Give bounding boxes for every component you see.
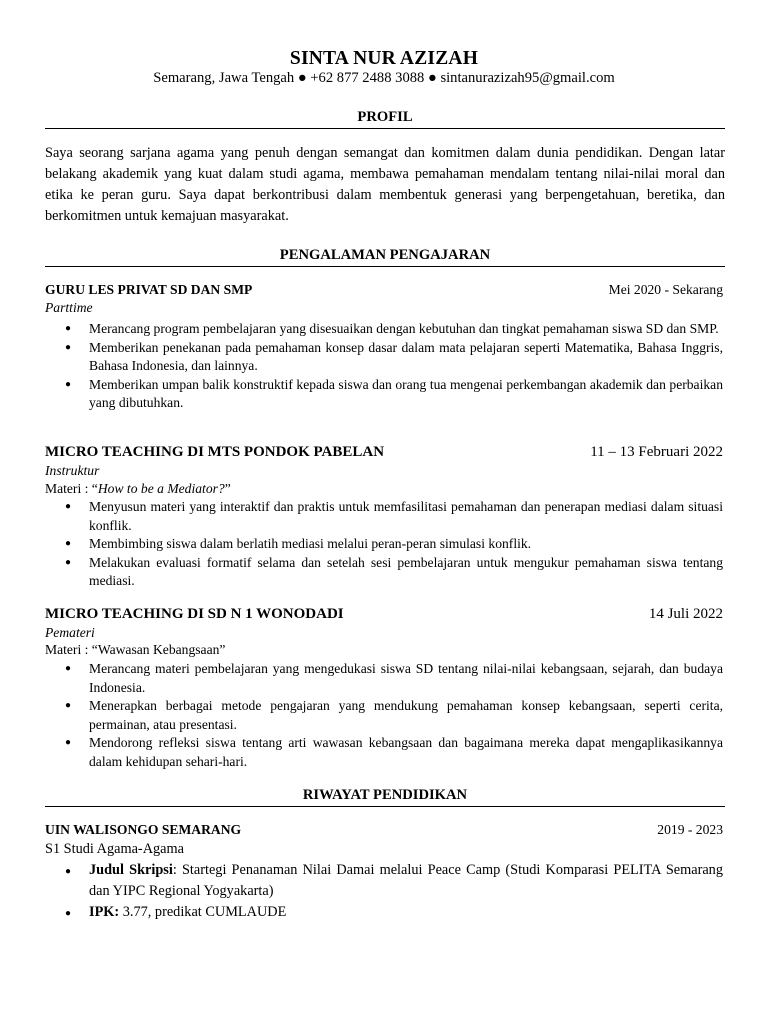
list-item: ● Memberikan penekanan pada pemahaman konsep dasar dalam mata pelajaran seperti Matematika, Bahasa Inggris, Bahasa Indonesia, dan lainnya.: [45, 339, 723, 376]
job-date: 14 Juli 2022: [648, 606, 723, 622]
job-title: MICRO TEACHING DI MTS PONDOK PABELAN: [45, 444, 385, 460]
job-title: GURU LES PRIVAT SD DAN SMP: [45, 282, 253, 297]
job-materi: Materi : “Wawasan Kebangsaan”: [45, 642, 226, 657]
profile-paragraph: Saya seorang sarjana agama yang penuh dengan semangat dan komitmen dalam dunia pendidikan. Dengan latar belakang akademik yang kuat dalam studi agama, membawa pemahaman mendalam tentang nilai-nilai moral dan etika ke peran guru. Saya dapat berkontribusi dalam membentuk generasi yang berpengetahuan, beretika, dan berkomitmen untuk kemajuan masyarakat.: [45, 145, 725, 224]
job-materi: [45, 481, 231, 497]
job-header: [45, 282, 723, 298]
job-role: Parttime: [45, 300, 93, 315]
education-header: [45, 822, 723, 838]
job-title: MICRO TEACHING DI SD N 1 WONODADI: [45, 606, 344, 622]
materi-suffix: ”: [224, 481, 231, 496]
job-header: [45, 606, 723, 623]
materi-value: How to be a Mediator?: [97, 481, 225, 496]
list-item: ● Merancang program pembelajaran yang disesuaikan dengan kebutuhan dan tingkat pemahaman siswa SD dan SMP.: [45, 320, 723, 339]
education-years: 2019 - 2023: [657, 822, 723, 837]
candidate-name: SINTA NUR AZIZAH: [289, 48, 479, 69]
section-title-profil: PROFIL: [357, 109, 413, 125]
section-divider: [45, 128, 725, 129]
ipk-label: IPK:: [89, 904, 120, 920]
list-item: ● Menerapkan berbagai metode pengajaran yang mendukung pemahaman konsep kebangsaan, seperti cerita, permainan, atau presentasi.: [45, 697, 723, 734]
job-role: Pemateri: [45, 625, 95, 640]
job-role: Instruktur: [45, 463, 100, 478]
list-item: ● Melakukan evaluasi formatif selama dan setelah sesi pembelajaran untuk mengukur pemahaman siswa tentang mediasi.: [45, 554, 723, 591]
section-divider: [45, 266, 725, 267]
list-item: ● Memberikan umpan balik konstruktif kepada siswa dan orang tua mengenai perkembangan akademik dan perbaikan yang dibutuhkan.: [45, 376, 723, 413]
list-item: [45, 902, 723, 923]
materi-prefix: Materi : “: [45, 481, 98, 496]
education-bullet-list: [45, 860, 723, 923]
contact-line: Semarang, Jawa Tengah ● +62 877 2488 3088 ● sintanurazizah95@gmail.com: [153, 70, 615, 86]
list-item: ● Mendorong refleksi siswa tentang arti wawasan kebangsaan dan bagaimana mereka dapat mengaplikasikannya dalam kehidupan sehari-hari.: [45, 734, 723, 771]
job-date: Mei 2020 - Sekarang: [608, 282, 723, 297]
section-title-education: RIWAYAT PENDIDIKAN: [302, 787, 468, 803]
job-bullet-list: [45, 498, 723, 591]
degree: S1 Studi Agama-Agama: [45, 841, 184, 857]
list-item: ● Menyusun materi yang interaktif dan praktis untuk memfasilitasi pemahaman dan penerapan mediasi dalam situasi konflik.: [45, 498, 723, 535]
job-bullet-list: [45, 660, 723, 771]
thesis-label: Judul Skripsi: [89, 862, 173, 878]
ipk-text: 3.77, predikat CUMLAUDE: [119, 904, 287, 920]
thesis-text: : Startegi Penanaman Nilai Damai melalui Peace Camp (Studi Komparasi PELITA Semarang dan YIPC Regional Yogyakarta): [89, 862, 723, 899]
school-name: UIN WALISONGO SEMARANG: [45, 822, 242, 837]
section-title-experience: PENGALAMAN PENGAJARAN: [279, 247, 491, 263]
list-item: ● Merancang materi pembelajaran yang mengedukasi siswa SD tentang nilai-nilai kebangsaan, sejarah, dan budaya Indonesia.: [45, 660, 723, 697]
job-bullet-list: [45, 320, 723, 413]
list-item: ● Membimbing siswa dalam berlatih mediasi melalui peran-peran simulasi konflik.: [45, 535, 723, 554]
list-item: [45, 860, 723, 902]
job-header: [45, 444, 723, 461]
section-divider: [45, 806, 725, 807]
job-date: 11 – 13 Februari 2022: [590, 444, 723, 460]
